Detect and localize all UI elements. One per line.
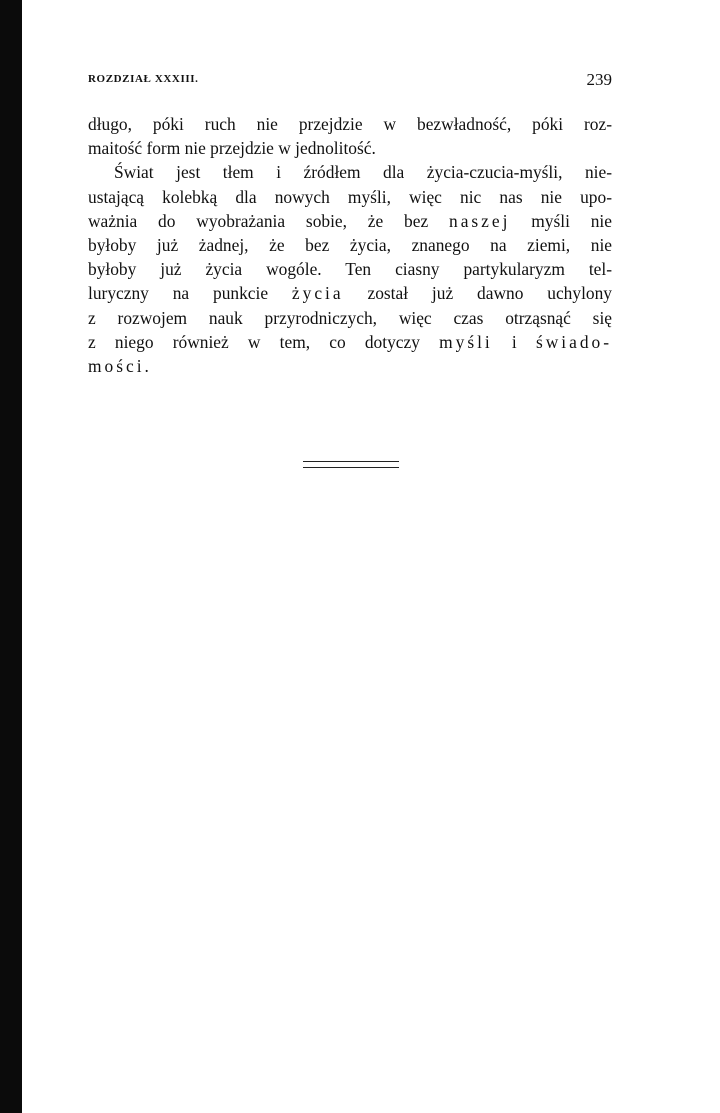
- page-number: 239: [586, 70, 612, 89]
- chapter-title: ROZDZIAŁ XXXIII.: [88, 73, 199, 85]
- text-line: [88, 330, 612, 354]
- text-line: byłoby już żadnej, że bez życia, znanego na ziemi, nie: [88, 235, 612, 256]
- text-run: został już dawno uchylony: [343, 283, 612, 304]
- text-run: luryczny na punkcie: [88, 283, 292, 304]
- text-run: myśli nie: [510, 210, 612, 231]
- text-line: Świat jest tłem i źródłem dla życia‑czucia‑myśli, nie‑: [114, 162, 612, 183]
- text-run: i: [492, 331, 536, 352]
- text-line: byłoby już życia wogóle. Ten ciasny partykularyzm tel‑: [88, 259, 612, 280]
- text-line: mości.: [88, 356, 152, 377]
- text-run: ważnia do wyobrażania sobie, że bez: [88, 210, 449, 231]
- text-body: [88, 112, 612, 378]
- text-line: maitość form nie przejdzie w jednolitość.: [88, 138, 376, 159]
- binding-edge: [0, 0, 22, 1113]
- spaced-word: myśli: [439, 331, 493, 352]
- text-line: długo, póki ruch nie przejdzie w bezwładność, póki roz‑: [88, 114, 612, 134]
- text-line: z rozwojem nauk przyrodniczych, więc czas otrząsnąć się: [88, 307, 612, 328]
- spaced-word: życia: [291, 283, 344, 304]
- spaced-word: naszej: [449, 210, 511, 231]
- text-line: [88, 281, 612, 305]
- text-line: ustającą kolebką dla nowych myśli, więc nic nas nie upo‑: [88, 186, 612, 207]
- end-rule: [303, 461, 399, 468]
- running-head: [88, 70, 612, 90]
- text-run: z niego również w tem, co dotyczy: [88, 331, 440, 352]
- text-line: [88, 209, 612, 233]
- spaced-word: świado‑: [535, 331, 613, 352]
